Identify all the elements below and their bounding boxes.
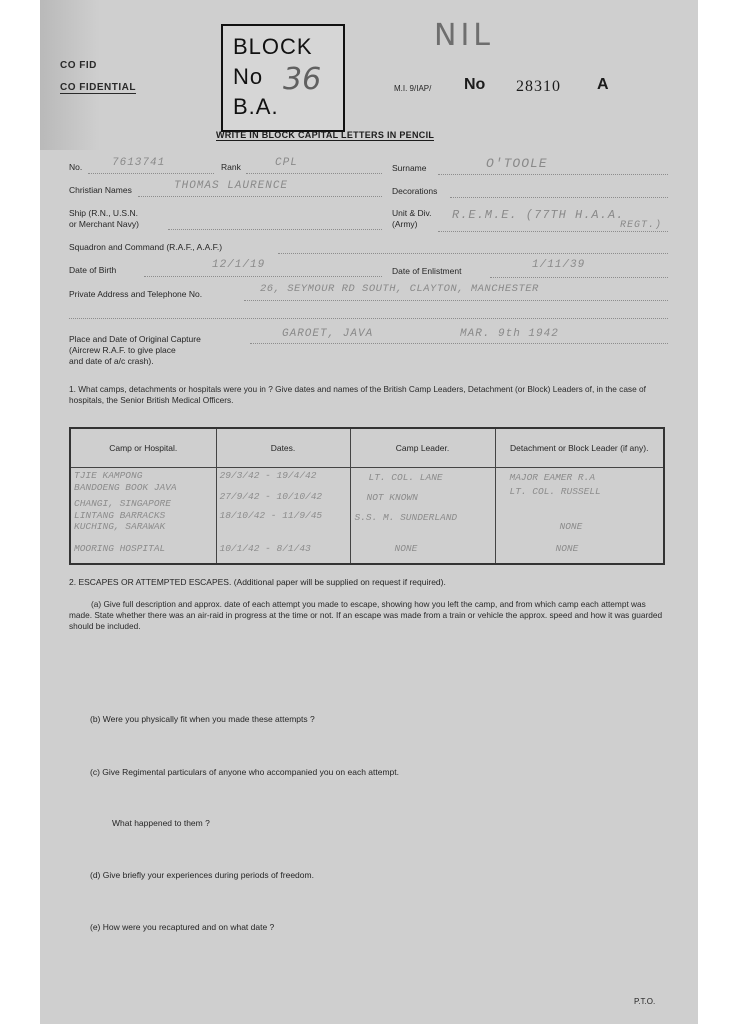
form-number: 28310 [516, 78, 561, 95]
service-number-label: No. [69, 162, 83, 172]
section-2-title: 2. ESCAPES OR ATTEMPTED ESCAPES. (Additional paper will be supplied on request if required). [69, 577, 446, 587]
unit-line [438, 231, 668, 232]
date-of-birth-value[interactable]: 12/1/19 [212, 259, 266, 271]
rank-label: Rank [221, 162, 241, 172]
date-line: 10/1/42 - 8/1/43 [219, 543, 311, 554]
section-2-a: (a) Give full description and approx. date of each attempt you made to escape, showing how you left the camp, and from which camp each attempt was made. State whether there was an air-raid in progress at the time or not. If an escape was made from a train or vehicle the approx. speed and how it was guarded should be included. [69, 599, 663, 631]
form-suffix: A [597, 76, 609, 93]
squadron-label: Squadron and Command (R.A.F., A.A.F.) [69, 242, 223, 252]
mi-reference: M.I. 9/IAP/ [394, 84, 432, 93]
section-2-d: (d) Give briefly your experiences during periods of freedom. [90, 870, 314, 880]
christian-names-line [138, 196, 382, 197]
camp-cell[interactable] [70, 468, 216, 565]
block-no-label: No [233, 64, 264, 89]
camp-line: CHANGI, SINGAPORE [74, 498, 171, 509]
address-label: Private Address and Telephone No. [69, 289, 203, 299]
surname-line [438, 174, 668, 175]
date-line: 29/3/42 - 19/4/42 [219, 470, 317, 481]
date-line: 18/10/42 - 11/9/45 [219, 510, 323, 521]
enlistment-label: Date of Enlistment [392, 266, 462, 276]
dates-cell[interactable] [216, 468, 350, 565]
decorations-label: Decorations [392, 186, 438, 196]
service-number-value[interactable]: 7613741 [112, 157, 166, 169]
ship-line [168, 229, 382, 230]
section-2-c-followup: What happened to them ? [112, 818, 210, 828]
christian-names-value[interactable]: THOMAS LAURENCE [174, 180, 289, 192]
address-value[interactable]: 26, SEYMOUR RD SOUTH, CLAYTON, MANCHESTER [260, 283, 539, 295]
detachment-line: LT. COL. RUSSELL [509, 486, 601, 497]
block-label: BLOCK [233, 34, 313, 59]
address-line-2 [69, 318, 668, 319]
capture-date-value[interactable]: MAR. 9th 1942 [460, 328, 559, 340]
enlistment-line [490, 277, 668, 278]
decorations-line [450, 197, 668, 198]
date-of-birth-line [144, 276, 382, 277]
confidential-top: CO FID [60, 60, 97, 71]
detachment-line: NONE [559, 521, 583, 532]
unit-label-1: Unit & Div. [392, 208, 432, 218]
header-detachment-leader: Detachment or Block Leader (if any). [495, 428, 664, 468]
camps-table [69, 427, 665, 565]
section-2-b: (b) Were you physically fit when you made these attempts ? [90, 714, 315, 724]
binding-shadow [40, 0, 100, 150]
block-number: 36 [283, 62, 322, 97]
leader-line: S.S. M. SUNDERLAND [354, 512, 458, 523]
capture-label-1: Place and Date of Original Capture [69, 334, 201, 344]
capture-line [250, 343, 668, 344]
form-sheet [40, 0, 698, 1024]
header-dates: Dates. [216, 428, 350, 468]
detachment-line: NONE [555, 543, 579, 554]
pto-label: P.T.O. [634, 997, 656, 1006]
leader-line: NONE [394, 543, 418, 554]
squadron-line [278, 253, 668, 254]
detachment-leader-cell[interactable] [495, 468, 664, 565]
header-camp-leader: Camp Leader. [350, 428, 495, 468]
nil-annotation: NIL [434, 18, 495, 53]
service-number-line [88, 173, 214, 174]
camps-table-header [70, 428, 664, 468]
rank-value[interactable]: CPL [275, 157, 298, 169]
section-2-e: (e) How were you recaptured and on what date ? [90, 922, 275, 932]
date-of-birth-label: Date of Birth [69, 265, 117, 275]
capture-label-3: and date of a/c crash). [69, 356, 154, 366]
camp-line: MOORING HOSPITAL [74, 543, 166, 554]
surname-label: Surname [392, 163, 427, 173]
leader-line: LT. COL. LANE [368, 472, 443, 483]
header-camp: Camp or Hospital. [70, 428, 216, 468]
camp-line: TJIE KAMPONG [74, 470, 143, 481]
surname-value[interactable]: O'TOOLE [486, 156, 548, 171]
camps-table-row [70, 468, 664, 565]
rank-line [246, 173, 382, 174]
question-1: 1. What camps, detachments or hospitals were you in ? Give dates and names of the British Camp Leaders, Detachment (or Block) Leaders of, in the case of hospitals, the Senior British Medical Officers. [69, 384, 646, 405]
capture-label-2: (Aircrew R.A.F. to give place [69, 345, 176, 355]
camp-line: LINTANG BARRACKS [74, 510, 166, 521]
detachment-line: MAJOR EAMER R.A [509, 472, 596, 483]
christian-names-label: Christian Names [69, 185, 132, 195]
date-line: 27/9/42 - 10/10/42 [219, 491, 323, 502]
camp-line: BANDOENG BOOK JAVA [74, 482, 177, 493]
leader-line: NOT KNOWN [366, 492, 418, 503]
unit-value-2[interactable]: REGT.) [620, 220, 663, 231]
instruction-heading: WRITE IN BLOCK CAPITAL LETTERS IN PENCIL [216, 130, 435, 140]
address-line [244, 300, 668, 301]
number-label: No [464, 76, 486, 93]
enlistment-value[interactable]: 1/11/39 [532, 259, 586, 271]
ship-label-2: or Merchant Navy) [69, 219, 139, 229]
unit-value-1[interactable]: R.E.M.E. (77TH H.A.A. [452, 208, 625, 222]
camp-line: KUCHING, SARAWAK [74, 521, 166, 532]
confidential-stamp: CO FIDENTIAL [60, 82, 136, 93]
block-ba-label: B.A. [233, 94, 279, 119]
unit-label-2: (Army) [392, 219, 418, 229]
section-2-c: (c) Give Regimental particulars of anyone who accompanied you on each attempt. [90, 767, 399, 777]
ship-label-1: Ship (R.N., U.S.N. [69, 208, 138, 218]
capture-place-value[interactable]: GAROET, JAVA [282, 328, 374, 340]
camp-leader-cell[interactable] [350, 468, 495, 565]
block-stamp [221, 24, 345, 132]
